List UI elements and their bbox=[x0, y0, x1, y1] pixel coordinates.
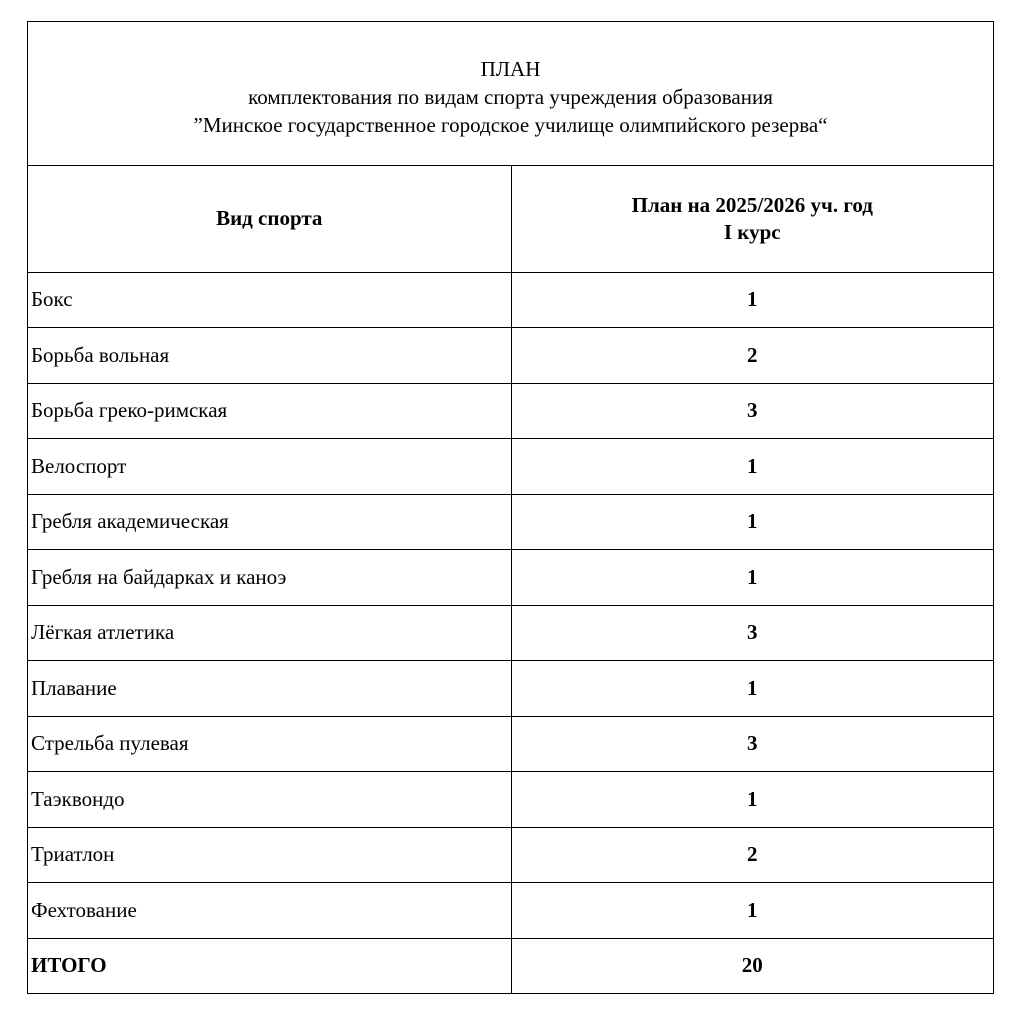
table-row bbox=[28, 827, 993, 883]
table-row bbox=[28, 883, 993, 939]
plan-cell: 1 bbox=[511, 883, 993, 939]
sport-cell: Бокс bbox=[28, 272, 511, 328]
table-row bbox=[28, 661, 993, 717]
plan-cell: 3 bbox=[511, 716, 993, 772]
title-line-2: комплектования по видам спорта учреждения образования bbox=[248, 85, 773, 109]
header-plan-line-1: План на 2025/2026 уч. год bbox=[631, 192, 873, 217]
table-row bbox=[28, 272, 993, 328]
plan-cell: 3 bbox=[511, 605, 993, 661]
table-row bbox=[28, 383, 993, 439]
total-row bbox=[28, 938, 993, 993]
sport-cell: Борьба вольная bbox=[28, 328, 511, 384]
sport-cell: Фехтование bbox=[28, 883, 511, 939]
sport-cell: Стрельба пулевая bbox=[28, 716, 511, 772]
table-header-row bbox=[28, 166, 993, 272]
plan-cell: 2 bbox=[511, 328, 993, 384]
title-line-1: ПЛАН bbox=[480, 57, 541, 81]
header-sport bbox=[28, 166, 511, 272]
total-label: ИТОГО bbox=[28, 938, 511, 993]
plan-cell: 1 bbox=[511, 772, 993, 828]
total-value: 20 bbox=[511, 938, 993, 993]
table-row bbox=[28, 716, 993, 772]
sport-cell: Плавание bbox=[28, 661, 511, 717]
sport-cell: Гребля на байдарках и каноэ bbox=[28, 550, 511, 606]
table-row bbox=[28, 605, 993, 661]
table-row bbox=[28, 439, 993, 495]
plan-cell: 3 bbox=[511, 383, 993, 439]
title-line-3: ”Минское государственное городское училище олимпийского резерва“ bbox=[193, 113, 828, 137]
sport-cell: Борьба греко-римская bbox=[28, 383, 511, 439]
sport-cell: Лёгкая атлетика bbox=[28, 605, 511, 661]
document-title bbox=[28, 22, 993, 166]
table-row bbox=[28, 494, 993, 550]
table-row bbox=[28, 328, 993, 384]
header-sport-label: Вид спорта bbox=[216, 206, 323, 231]
sport-cell: Гребля академическая bbox=[28, 494, 511, 550]
plan-cell: 1 bbox=[511, 439, 993, 495]
header-plan-line-2: I курс bbox=[723, 219, 781, 244]
plan-cell: 1 bbox=[511, 550, 993, 606]
table-row bbox=[28, 550, 993, 606]
plan-cell: 2 bbox=[511, 827, 993, 883]
plan-document bbox=[27, 21, 994, 994]
sport-cell: Таэквондо bbox=[28, 772, 511, 828]
plan-table bbox=[28, 166, 993, 993]
plan-cell: 1 bbox=[511, 272, 993, 328]
sport-cell: Велоспорт bbox=[28, 439, 511, 495]
plan-cell: 1 bbox=[511, 494, 993, 550]
table-row bbox=[28, 772, 993, 828]
sport-cell: Триатлон bbox=[28, 827, 511, 883]
plan-cell: 1 bbox=[511, 661, 993, 717]
header-plan bbox=[511, 166, 993, 272]
